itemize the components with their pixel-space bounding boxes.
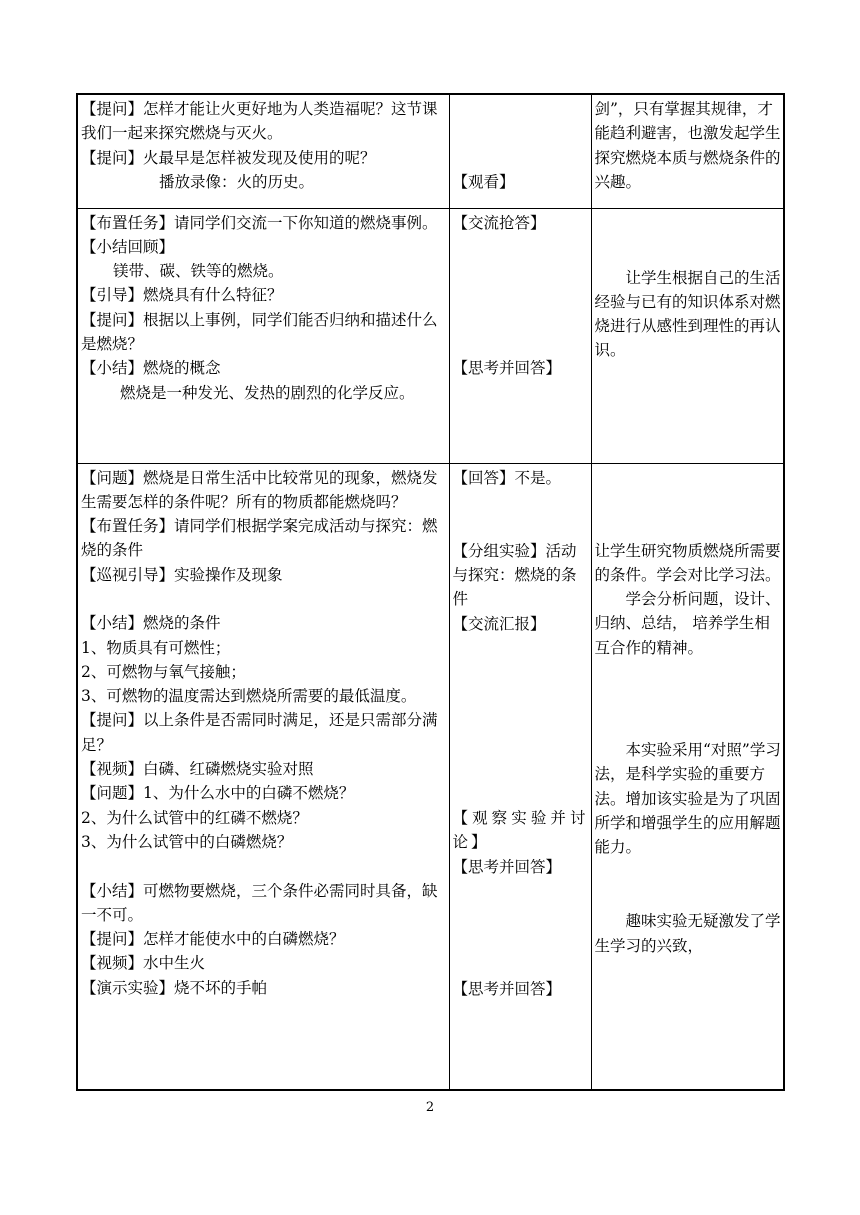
student-line: 【回答】不是。 [452, 468, 562, 487]
teacher-line: 播放录像：火的历史。 [159, 172, 315, 191]
table-row [77, 463, 784, 1090]
teacher-activity-cell [77, 463, 449, 1090]
intent-text: 学会分析问题，设计、归纳、总结， 培养学生相互合作的精神。 [594, 590, 781, 657]
teacher-line: 【布置任务】请同学们交流一下你知道的燃烧事例。 [81, 213, 438, 232]
teacher-line: 【问题】1、为什么水中的白磷不燃烧？ [81, 784, 355, 803]
teacher-line: 1、物质具有可燃性； [81, 638, 231, 657]
student-line [453, 121, 589, 145]
design-intent-cell [591, 463, 784, 1090]
teacher-line: 燃烧是一种发光、发热的剧烈的化学反应。 [120, 383, 415, 402]
student-line: 【分组实验】活动与探究：燃烧的条件 [452, 541, 577, 609]
design-intent-cell [591, 208, 784, 463]
page-number: 2 [425, 1100, 435, 1115]
student-line [453, 97, 589, 121]
teacher-line: 【演示实验】烧不坏的手帕 [81, 978, 268, 997]
teacher-line: 【提问】根据以上事例，同学们能否归纳和描述什么是燃烧？ [81, 310, 438, 353]
student-activity-cell [449, 463, 591, 1090]
teacher-line: 【提问】以上条件是否需同时满足，还是只需部分满足？ [81, 711, 438, 754]
teacher-line: 3、可燃物的温度需达到燃烧所需要的最低温度。 [81, 687, 417, 706]
student-line: 【观察实验并讨论】 [452, 808, 589, 852]
teacher-line: 【引导】燃烧具有什么特征？ [81, 286, 283, 305]
teacher-activity-cell [77, 94, 449, 208]
teacher-line: 2、可燃物与氧气接触； [81, 662, 246, 681]
intent-text: 让学生研究物质燃烧所需要的条件。学会对比学习法。 [594, 541, 781, 584]
teacher-line: 【布置任务】请同学们根据学案完成活动与探究：燃烧的条件 [81, 517, 438, 560]
student-activity-cell [449, 94, 591, 208]
teacher-line: 【提问】火最早是怎样被发现及使用的呢？ [81, 148, 376, 167]
intent-text: 剑”，只有掌握其规律，才能趋利避害，也激发起学生探究燃烧本质与燃烧条件的兴趣。 [594, 100, 781, 191]
intent-text: 让学生根据自己的生活经验与已有的知识体系对燃烧进行从感性到理性的再认识。 [594, 268, 781, 360]
student-line: 【思考并回答】 [452, 358, 562, 377]
teacher-line: 【巡视引导】实验操作及现象 [81, 565, 283, 584]
teacher-line: 【提问】怎样才能使水中的白磷燃烧？ [81, 930, 345, 949]
student-line: 【思考并回答】 [452, 857, 562, 876]
teacher-line: 【视频】水中生火 [81, 954, 206, 973]
table-row [77, 94, 784, 208]
student-line: 【思考并回答】 [452, 979, 562, 998]
student-line: 【观看】 [452, 172, 515, 191]
teacher-line: 镁带、碳、铁等的燃烧。 [113, 262, 284, 281]
teacher-line: 【小结回顾】 [81, 237, 175, 256]
teacher-line: 2、为什么试管中的红磷不燃烧？ [81, 808, 308, 827]
teacher-line: 【小结】燃烧的概念 [81, 359, 221, 378]
student-activity-cell [449, 208, 591, 463]
student-line: 【交流抢答】 [452, 213, 546, 232]
student-line [453, 146, 589, 170]
teacher-line: 【视频】白磷、红磷燃烧实验对照 [81, 760, 314, 779]
teacher-line: 3、为什么试管中的白磷燃烧？ [81, 832, 293, 851]
intent-text: 本实验采用“对照”学习法，是科学实验的重要方法。增加该实验是为了巩固所学和增强学生的应用解题能力。 [594, 740, 781, 857]
teacher-line: 【小结】可燃物要燃烧，三个条件必需同时具备，缺一不可。 [81, 881, 438, 924]
intent-text: 趣味实验无疑激发了学生学习的兴致， [594, 912, 781, 955]
teacher-line [81, 587, 447, 611]
teacher-activity-cell [77, 208, 449, 463]
table-row [77, 208, 784, 463]
design-intent-cell [591, 94, 784, 208]
teacher-line: 【问题】燃烧是日常生活中比较常见的现象，燃烧发生需要怎样的条件呢？所有的物质都能燃烧吗？ [81, 468, 438, 511]
student-line: 【交流汇报】 [452, 614, 546, 633]
teacher-line: 【小结】燃烧的条件 [81, 614, 221, 633]
teacher-line: 【提问】怎样才能让火更好地为人类造福呢？这节课我们一起来探究燃烧与灭火。 [81, 100, 438, 143]
lesson-plan-table [76, 93, 785, 1091]
teacher-line [81, 854, 447, 878]
